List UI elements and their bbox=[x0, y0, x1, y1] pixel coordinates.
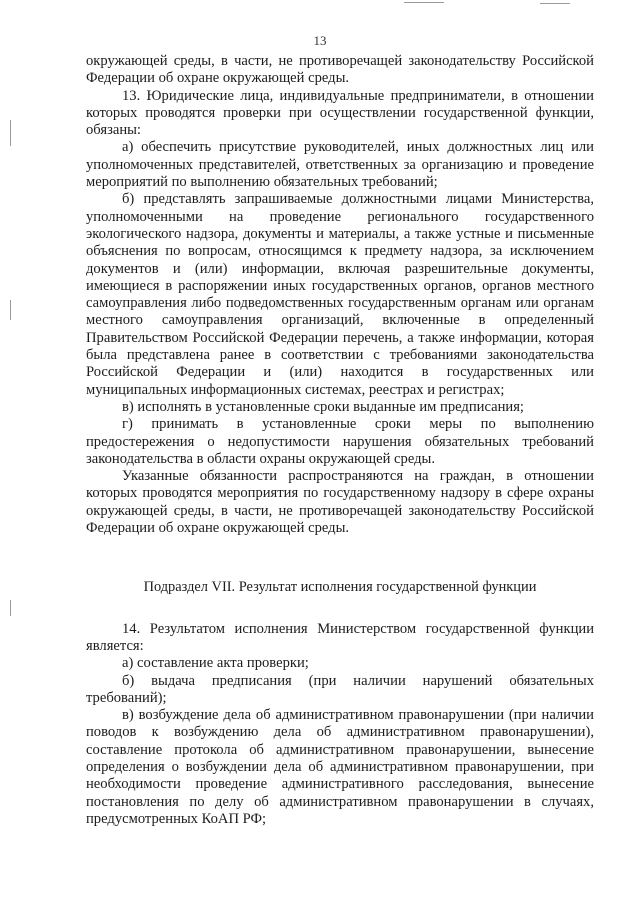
scan-mark bbox=[10, 300, 11, 320]
paragraph-13-v: в) исполнять в установленные сроки выданные им предписания; bbox=[122, 398, 524, 415]
paragraph-13-a: а) обеспечить присутствие руководителей, иных должностных лиц или уполномоченных представителей, ответственных за организацию и проведение мероприятий по выполнению обязательных требований; bbox=[86, 139, 594, 191]
section-heading: Подраздел VII. Результат исполнения государственной функции bbox=[143, 579, 537, 596]
scan-mark bbox=[540, 3, 570, 4]
paragraph-item-13: 13. Юридические лица, индивидуальные предприниматели, в отношении которых проводятся проверки при осуществлении государственной функции, обязаны: bbox=[86, 87, 594, 139]
paragraph-obligations-citizens: Указанные обязанности распространяются на граждан, в отношении которых проводятся мероприятия по государственному надзору в сфере охраны окружающей среды, в части, не противоречащей законодательству Российской Федерации об охране окружающей среды. bbox=[86, 468, 594, 537]
page-number: 13 bbox=[313, 33, 327, 48]
paragraph-13-g: г) принимать в установленные сроки меры по выполнению предостережения о недопустимости нарушения обязательных требований законодательства в области охраны окружающей среды. bbox=[86, 416, 594, 467]
paragraph-item-14: 14. Результатом исполнения Министерством государственной функции является: bbox=[86, 620, 594, 654]
paragraph-14-a: а) составление акта проверки; bbox=[122, 655, 309, 672]
paragraph-13-b: б) представлять запрашиваемые должностными лицами Министерства, уполномоченными на проведение регионального государственного экологического надзора, документы и материалы, а также устные и письменные объяснения по вопросам, относящимся к предмету надзора, за исключением документов и (или) информации, включая разрешительные документы, имеющиеся в распоряжении иных государственных органов, органов местного самоуправления либо подведомственных государственным органам или органам местного самоуправления организаций, включенные в определенный Правительством Российской Федерации перечень, а также информации, которая была представлена ранее в соответствии с требованиями законодательства Российской Федерации и (или) находится в государственных или муниципальных информационных системах, реестрах и регистрах; bbox=[86, 191, 594, 398]
scan-mark bbox=[10, 120, 11, 146]
paragraph-14-b: б) выдача предписания (при наличии нарушений обязательных требований); bbox=[86, 672, 594, 706]
scan-mark bbox=[10, 600, 11, 616]
paragraph-continuation: окружающей среды, в части, не противоречащей законодательству Российской Федерации об охране окружающей среды. bbox=[86, 53, 594, 87]
paragraph-14-v: в) возбуждение дела об административном правонарушении (при наличии поводов к возбуждению дела об административном правонарушении), составление протокола об административном правонарушении, вынесение определения о возбуждении дела об административном правонарушении, при необходимости проведение административного расследования, вынесение постановления по делу об административном правонарушении в случаях, предусмотренных КоАП РФ; bbox=[86, 707, 594, 827]
scan-mark bbox=[404, 2, 444, 3]
document-body bbox=[86, 53, 594, 828]
